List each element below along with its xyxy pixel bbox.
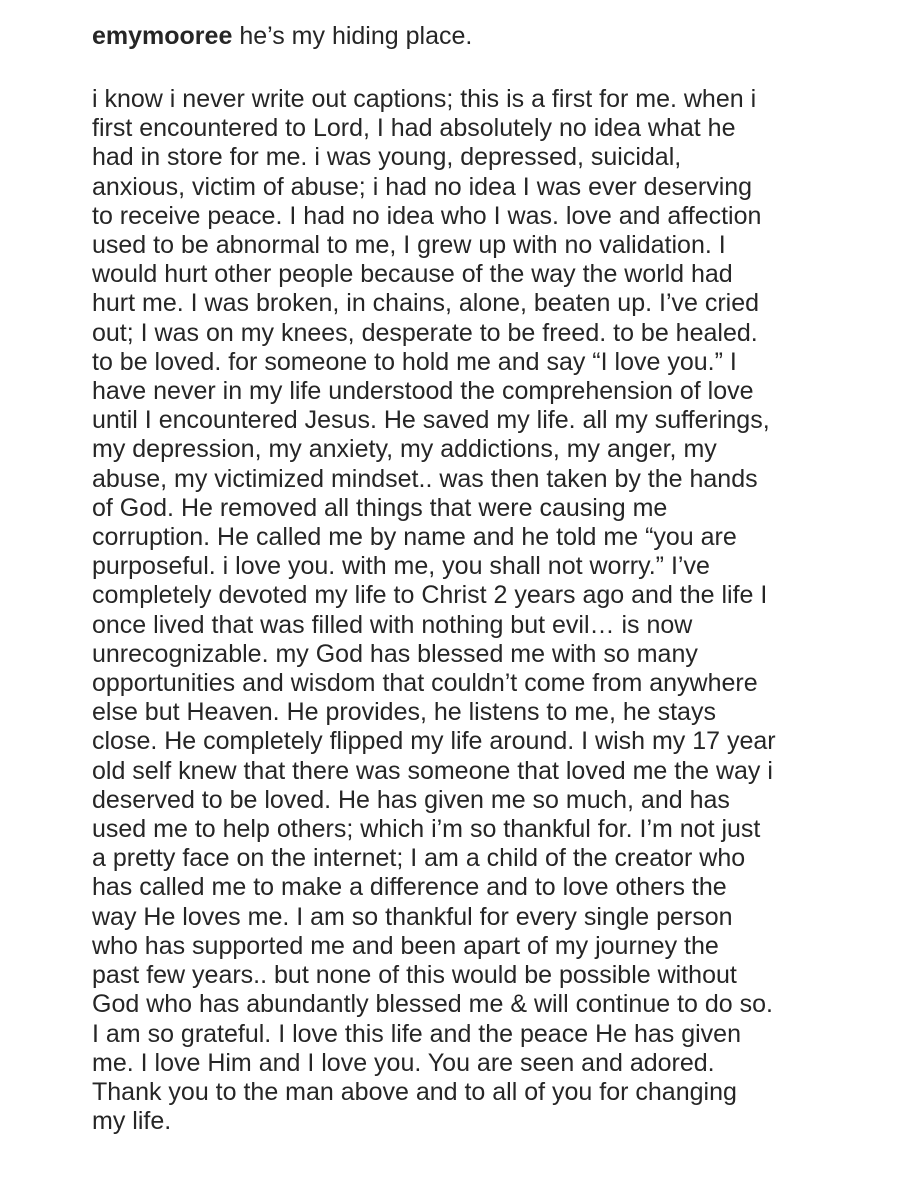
caption-line: who has supported me and been apart of my journey the (92, 931, 719, 960)
caption-line: have never in my life understood the comprehension of love (92, 377, 754, 406)
caption-line: corruption. He called me by name and he told me “you are (92, 523, 737, 552)
caption-line: purposeful. i love you. with me, you shall not worry.” I’ve (92, 552, 710, 581)
caption-line: anxious, victim of abuse; i had no idea I was ever deserving (92, 172, 753, 201)
caption-line: my depression, my anxiety, my addictions, my anger, my (92, 435, 717, 464)
caption-line: deserved to be loved. He has given me so much, and has (92, 785, 730, 814)
caption-line: would hurt other people because of the way the world had (92, 260, 733, 289)
caption-line: opportunities and wisdom that couldn’t come from anywhere (92, 669, 758, 698)
caption-line: first encountered to Lord, I had absolutely no idea what he (92, 114, 736, 143)
caption-line: until I encountered Jesus. He saved my life. all my sufferings, (92, 406, 770, 435)
caption-line: to be loved. for someone to hold me and say “I love you.” I (92, 347, 737, 376)
caption-line: abuse, my victimized mindset.. was then taken by the hands (92, 464, 758, 493)
caption-line: hurt me. I was broken, in chains, alone, beaten up. I’ve cried (92, 289, 760, 318)
caption-line: has called me to make a difference and to love others the (92, 873, 727, 902)
caption-line: a pretty face on the internet; I am a child of the creator who (92, 844, 746, 873)
caption-line: else but Heaven. He provides, he listens to me, he stays (92, 698, 716, 727)
caption-line: past few years.. but none of this would be possible without (92, 961, 737, 990)
caption-line: had in store for me. i was young, depressed, suicidal, (92, 143, 682, 172)
caption-line: to receive peace. I had no idea who I was. love and affection (92, 201, 762, 230)
caption-line: once lived that was filled with nothing but evil… is now (92, 610, 693, 639)
caption-line: unrecognizable. my God has blessed me with so many (92, 639, 698, 668)
caption-line: me. I love Him and I love you. You are seen and adored. (92, 1048, 715, 1077)
caption-line: out; I was on my knees, desperate to be freed. to be healed. (92, 318, 758, 347)
caption-line: way He loves me. I am so thankful for every single person (92, 902, 733, 931)
username-link[interactable]: emymooree (92, 22, 233, 50)
caption-line: used to be abnormal to me, I grew up with no validation. I (92, 231, 726, 260)
caption-line: i know i never write out captions; this is a first for me. when i (92, 85, 757, 113)
caption-header (92, 20, 912, 52)
caption-line: old self knew that there was someone that loved me the way i (92, 756, 773, 785)
caption-line: of God. He removed all things that were causing me (92, 493, 668, 522)
caption-title: he’s my hiding place. (239, 22, 473, 50)
caption-line: I am so grateful. I love this life and the peace He has given (92, 1019, 741, 1048)
caption-line: my life. (92, 1107, 172, 1136)
caption-body (92, 85, 912, 1136)
post-caption (92, 20, 912, 1136)
caption-line: Thank you to the man above and to all of you for changing (92, 1077, 737, 1106)
caption-line: completely devoted my life to Christ 2 years ago and the life I (92, 581, 768, 610)
caption-line: God who has abundantly blessed me & will continue to do so. (92, 990, 773, 1019)
caption-line: used me to help others; which i’m so thankful for. I’m not just (92, 815, 761, 844)
caption-line: close. He completely flipped my life around. I wish my 17 year (92, 727, 776, 756)
